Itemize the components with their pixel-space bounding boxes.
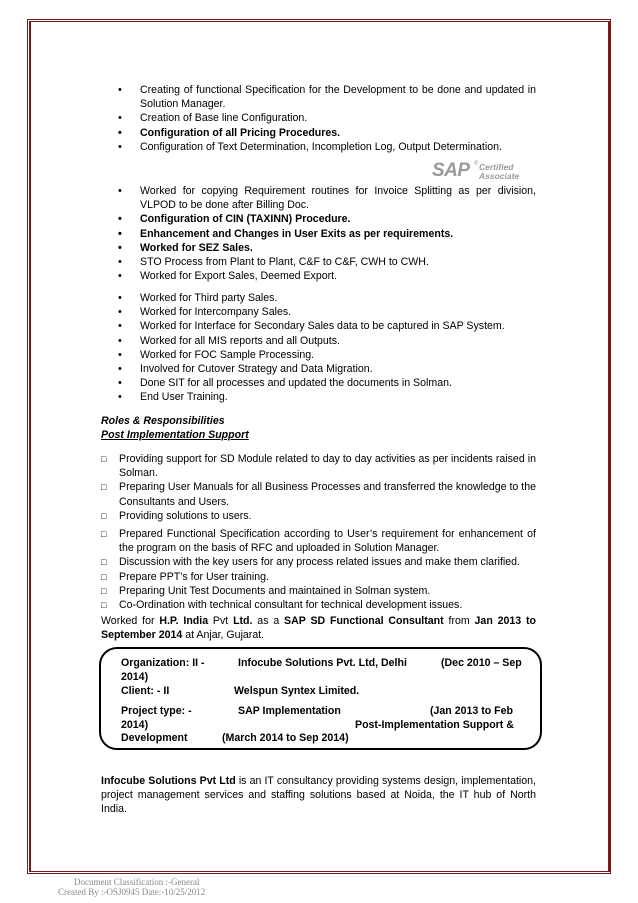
project-year: 2014) xyxy=(121,719,149,731)
list-item: • Involved for Cutover Strategy and Data Migration. xyxy=(118,362,536,376)
client-label: Client: - II xyxy=(121,685,170,697)
list-item: □ Prepare PPT’s for User training. xyxy=(101,570,536,584)
list-item: □ Preparing User Manuals for all Business Processes and transferred the knowledge to the Consultants and Users. xyxy=(101,480,536,508)
sap-certified-logo: SAP ® Certified Associate xyxy=(432,160,520,181)
list-item: • Configuration of Text Determination, Incompletion Log, Output Determination. xyxy=(118,140,536,154)
list-item: • Worked for Intercompany Sales. xyxy=(118,305,536,319)
development-dates: (March 2014 to Sep 2014) xyxy=(222,732,349,744)
list-item: □ Prepared Functional Specification according to User’s requirement for enhancement of the program on the basis of RFC and uploaded in Solution Manager. xyxy=(101,527,536,555)
post-implementation-heading: Post Implementation Support xyxy=(101,429,249,441)
list-item: □ Providing support for SD Module related to day to day activities as per incidents raised in Solman. xyxy=(101,452,536,480)
footer-classification: Document Classification :-General xyxy=(74,877,200,887)
org-label: Organization: II - xyxy=(121,657,205,669)
support-duties-list xyxy=(101,452,536,523)
list-item: • Worked for copying Requirement routines for Invoice Splitting as per division, VLPOD to be done after Billing Doc. xyxy=(118,184,536,212)
bullet-list-sales xyxy=(118,291,536,405)
list-item: • Worked for Third party Sales. xyxy=(118,291,536,305)
org-dates-year: 2014) xyxy=(121,671,149,683)
org-dates: (Dec 2010 – Sep xyxy=(441,657,522,669)
project-value: SAP Implementation xyxy=(238,705,341,717)
project-dates: (Jan 2013 to Feb xyxy=(430,705,514,717)
worked-for-paragraph: Worked for H.P. India Pvt Ltd. as a SAP SD Functional Consultant from Jan 2013 to September 2014 at Anjar, Gujarat. xyxy=(101,615,536,642)
list-item: • Creation of Base line Configuration. xyxy=(118,111,536,125)
list-item: • Creating of functional Specification for the Development to be done and updated in Solution Manager. xyxy=(118,83,536,111)
list-item: • Worked for Interface for Secondary Sales data to be captured in SAP System. xyxy=(118,319,536,333)
footer-created-by: Created By :-OSJ0945 Date:-10/25/2012 xyxy=(58,887,206,897)
list-item: • Configuration of CIN (TAXINN) Procedure. xyxy=(118,212,536,226)
post-implementation-label: Post-Implementation Support & xyxy=(355,719,514,731)
list-item: □ Providing solutions to users. xyxy=(101,509,536,523)
list-item: • Worked for FOC Sample Processing. xyxy=(118,348,536,362)
client-value: Welspun Syntex Limited. xyxy=(234,685,360,697)
list-item: • Enhancement and Changes in User Exits as per requirements. xyxy=(118,227,536,241)
list-item: □ Preparing Unit Test Documents and maintained in Solman system. xyxy=(101,584,536,598)
list-item: □ Co-Ordination with technical consultant for technical development issues. xyxy=(101,598,536,612)
functional-duties-list xyxy=(101,527,536,612)
bullet-list-enhancements xyxy=(118,184,536,283)
development-label: Development xyxy=(121,732,188,744)
list-item: • STO Process from Plant to Plant, C&F to C&F, CWH to CWH. xyxy=(118,255,536,269)
list-item: • Configuration of all Pricing Procedures. xyxy=(118,126,536,140)
roles-heading: Roles & Responsibilities xyxy=(101,415,225,427)
org-value: Infocube Solutions Pvt. Ltd, Delhi xyxy=(238,657,407,669)
list-item: • Done SIT for all processes and updated the documents in Solman. xyxy=(118,376,536,390)
list-item: • Worked for SEZ Sales. xyxy=(118,241,536,255)
bullet-list-configuration xyxy=(118,83,536,154)
project-label: Project type: - xyxy=(121,705,192,717)
list-item: • Worked for all MIS reports and all Outputs. xyxy=(118,334,536,348)
list-item: • Worked for Export Sales, Deemed Export. xyxy=(118,269,536,283)
infocube-paragraph: Infocube Solutions Pvt Ltd is an IT consultancy providing systems design, implementation, project management services and staffing solutions based at Noida, the IT hub of North India. xyxy=(101,775,536,816)
list-item: □ Discussion with the key users for any process related issues and make them clarified. xyxy=(101,555,536,569)
list-item: • End User Training. xyxy=(118,390,536,404)
